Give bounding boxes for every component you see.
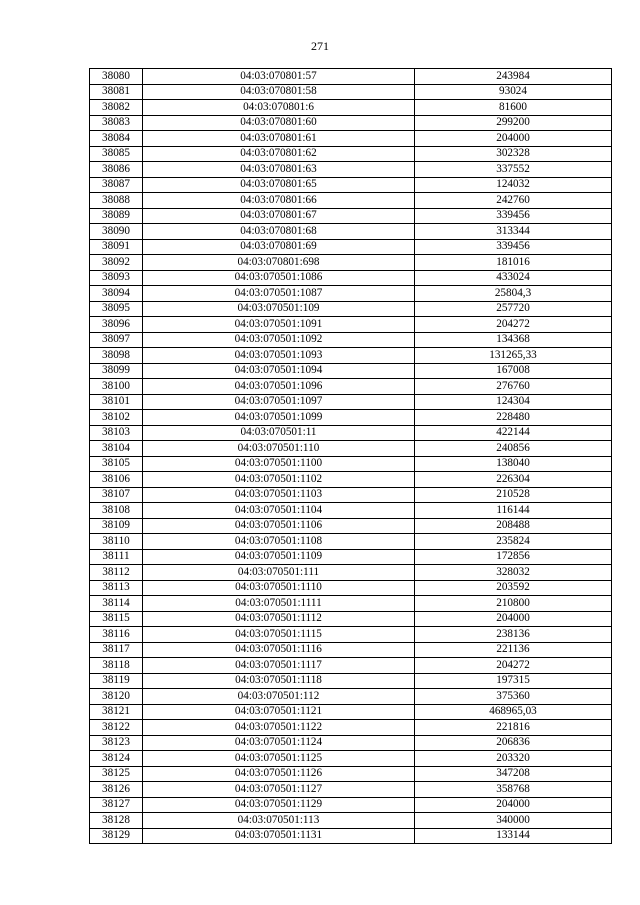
table-row xyxy=(90,317,612,333)
table-row xyxy=(90,301,612,317)
table-row xyxy=(90,518,612,534)
table-row xyxy=(90,363,612,379)
table-row xyxy=(90,472,612,488)
cadastral-number-cell: 04:03:070801:69 xyxy=(143,239,415,255)
table-row xyxy=(90,720,612,736)
table-row xyxy=(90,239,612,255)
table-row xyxy=(90,751,612,767)
value-cell: 167008 xyxy=(415,363,612,379)
value-cell: 25804,3 xyxy=(415,286,612,302)
cadastral-number-cell: 04:03:070501:1125 xyxy=(143,751,415,767)
cadastral-number-cell: 04:03:070501:1121 xyxy=(143,704,415,720)
table-row xyxy=(90,84,612,100)
value-cell: 131265,33 xyxy=(415,348,612,364)
cadastral-number-cell: 04:03:070501:112 xyxy=(143,689,415,705)
value-cell: 204272 xyxy=(415,317,612,333)
row-number-cell: 38094 xyxy=(90,286,143,302)
value-cell: 210528 xyxy=(415,487,612,503)
table-row xyxy=(90,704,612,720)
table-body xyxy=(90,69,612,844)
row-number-cell: 38101 xyxy=(90,394,143,410)
value-cell: 235824 xyxy=(415,534,612,550)
row-number-cell: 38119 xyxy=(90,673,143,689)
row-number-cell: 38088 xyxy=(90,193,143,209)
cadastral-number-cell: 04:03:070501:1109 xyxy=(143,549,415,565)
table-row xyxy=(90,534,612,550)
table-row xyxy=(90,394,612,410)
value-cell: 313344 xyxy=(415,224,612,240)
cadastral-number-cell: 04:03:070501:1104 xyxy=(143,503,415,519)
table-row xyxy=(90,658,612,674)
cadastral-number-cell: 04:03:070501:1112 xyxy=(143,611,415,627)
row-number-cell: 38111 xyxy=(90,549,143,565)
value-cell: 257720 xyxy=(415,301,612,317)
value-cell: 206836 xyxy=(415,735,612,751)
value-cell: 302328 xyxy=(415,146,612,162)
value-cell: 204000 xyxy=(415,797,612,813)
row-number-cell: 38114 xyxy=(90,596,143,612)
value-cell: 133144 xyxy=(415,828,612,844)
table-row xyxy=(90,425,612,441)
table-row xyxy=(90,503,612,519)
value-cell: 240856 xyxy=(415,441,612,457)
cadastral-number-cell: 04:03:070501:1129 xyxy=(143,797,415,813)
cadastral-number-cell: 04:03:070501:1086 xyxy=(143,270,415,286)
cadastral-number-cell: 04:03:070501:1093 xyxy=(143,348,415,364)
row-number-cell: 38093 xyxy=(90,270,143,286)
table-row xyxy=(90,348,612,364)
row-number-cell: 38118 xyxy=(90,658,143,674)
value-cell: 210800 xyxy=(415,596,612,612)
value-cell: 81600 xyxy=(415,100,612,116)
row-number-cell: 38113 xyxy=(90,580,143,596)
cadastral-number-cell: 04:03:070501:1116 xyxy=(143,642,415,658)
row-number-cell: 38087 xyxy=(90,177,143,193)
value-cell: 238136 xyxy=(415,627,612,643)
row-number-cell: 38120 xyxy=(90,689,143,705)
value-cell: 228480 xyxy=(415,410,612,426)
cadastral-number-cell: 04:03:070501:1110 xyxy=(143,580,415,596)
cadastral-number-cell: 04:03:070501:1124 xyxy=(143,735,415,751)
cadastral-number-cell: 04:03:070501:1126 xyxy=(143,766,415,782)
table-row xyxy=(90,565,612,581)
value-cell: 221136 xyxy=(415,642,612,658)
row-number-cell: 38105 xyxy=(90,456,143,472)
cadastral-number-cell: 04:03:070501:1102 xyxy=(143,472,415,488)
cadastral-number-cell: 04:03:070801:60 xyxy=(143,115,415,131)
cadastral-number-cell: 04:03:070501:11 xyxy=(143,425,415,441)
table-row xyxy=(90,596,612,612)
table-row xyxy=(90,224,612,240)
value-cell: 243984 xyxy=(415,69,612,85)
table-row xyxy=(90,642,612,658)
row-number-cell: 38081 xyxy=(90,84,143,100)
table-row xyxy=(90,828,612,844)
cadastral-number-cell: 04:03:070801:698 xyxy=(143,255,415,271)
table-row xyxy=(90,797,612,813)
cadastral-number-cell: 04:03:070501:109 xyxy=(143,301,415,317)
cadastral-number-cell: 04:03:070501:1099 xyxy=(143,410,415,426)
value-cell: 204000 xyxy=(415,611,612,627)
value-cell: 299200 xyxy=(415,115,612,131)
row-number-cell: 38129 xyxy=(90,828,143,844)
table-row xyxy=(90,441,612,457)
row-number-cell: 38091 xyxy=(90,239,143,255)
cadastral-number-cell: 04:03:070501:1127 xyxy=(143,782,415,798)
value-cell: 339456 xyxy=(415,239,612,255)
value-cell: 358768 xyxy=(415,782,612,798)
row-number-cell: 38104 xyxy=(90,441,143,457)
value-cell: 172856 xyxy=(415,549,612,565)
value-cell: 116144 xyxy=(415,503,612,519)
row-number-cell: 38126 xyxy=(90,782,143,798)
value-cell: 203592 xyxy=(415,580,612,596)
table-row xyxy=(90,332,612,348)
table-row xyxy=(90,813,612,829)
row-number-cell: 38082 xyxy=(90,100,143,116)
row-number-cell: 38110 xyxy=(90,534,143,550)
cadastral-number-cell: 04:03:070501:1092 xyxy=(143,332,415,348)
value-cell: 468965,03 xyxy=(415,704,612,720)
row-number-cell: 38080 xyxy=(90,69,143,85)
row-number-cell: 38125 xyxy=(90,766,143,782)
table-row xyxy=(90,193,612,209)
cadastral-number-cell: 04:03:070501:1091 xyxy=(143,317,415,333)
table-row xyxy=(90,69,612,85)
value-cell: 124304 xyxy=(415,394,612,410)
cadastral-number-cell: 04:03:070501:1111 xyxy=(143,596,415,612)
row-number-cell: 38102 xyxy=(90,410,143,426)
table-row xyxy=(90,162,612,178)
row-number-cell: 38090 xyxy=(90,224,143,240)
row-number-cell: 38122 xyxy=(90,720,143,736)
row-number-cell: 38108 xyxy=(90,503,143,519)
row-number-cell: 38086 xyxy=(90,162,143,178)
value-cell: 204000 xyxy=(415,131,612,147)
row-number-cell: 38128 xyxy=(90,813,143,829)
row-number-cell: 38106 xyxy=(90,472,143,488)
cadastral-number-cell: 04:03:070501:1097 xyxy=(143,394,415,410)
row-number-cell: 38098 xyxy=(90,348,143,364)
cadastral-number-cell: 04:03:070801:58 xyxy=(143,84,415,100)
cadastral-number-cell: 04:03:070501:1115 xyxy=(143,627,415,643)
value-cell: 347208 xyxy=(415,766,612,782)
cadastral-number-cell: 04:03:070801:6 xyxy=(143,100,415,116)
row-number-cell: 38103 xyxy=(90,425,143,441)
table-row xyxy=(90,177,612,193)
value-cell: 93024 xyxy=(415,84,612,100)
value-cell: 181016 xyxy=(415,255,612,271)
cadastral-number-cell: 04:03:070801:66 xyxy=(143,193,415,209)
table-row xyxy=(90,766,612,782)
row-number-cell: 38089 xyxy=(90,208,143,224)
page-number: 271 xyxy=(311,39,329,53)
value-cell: 328032 xyxy=(415,565,612,581)
value-cell: 221816 xyxy=(415,720,612,736)
value-cell: 339456 xyxy=(415,208,612,224)
cadastral-number-cell: 04:03:070501:1118 xyxy=(143,673,415,689)
row-number-cell: 38099 xyxy=(90,363,143,379)
row-number-cell: 38124 xyxy=(90,751,143,767)
cadastral-number-cell: 04:03:070501:1096 xyxy=(143,379,415,395)
value-cell: 340000 xyxy=(415,813,612,829)
value-cell: 375360 xyxy=(415,689,612,705)
cadastral-number-cell: 04:03:070501:1100 xyxy=(143,456,415,472)
table-row xyxy=(90,286,612,302)
cadastral-number-cell: 04:03:070501:113 xyxy=(143,813,415,829)
cadastral-number-cell: 04:03:070501:1122 xyxy=(143,720,415,736)
table-row xyxy=(90,456,612,472)
table-row xyxy=(90,611,612,627)
row-number-cell: 38116 xyxy=(90,627,143,643)
row-number-cell: 38109 xyxy=(90,518,143,534)
value-cell: 197315 xyxy=(415,673,612,689)
cadastral-number-cell: 04:03:070501:111 xyxy=(143,565,415,581)
cadastral-number-cell: 04:03:070501:1087 xyxy=(143,286,415,302)
row-number-cell: 38107 xyxy=(90,487,143,503)
row-number-cell: 38115 xyxy=(90,611,143,627)
value-cell: 124032 xyxy=(415,177,612,193)
cadastral-number-cell: 04:03:070801:68 xyxy=(143,224,415,240)
cadastral-number-cell: 04:03:070501:1108 xyxy=(143,534,415,550)
row-number-cell: 38117 xyxy=(90,642,143,658)
value-cell: 276760 xyxy=(415,379,612,395)
cadastral-number-cell: 04:03:070801:61 xyxy=(143,131,415,147)
value-cell: 203320 xyxy=(415,751,612,767)
cadastral-number-cell: 04:03:070801:63 xyxy=(143,162,415,178)
row-number-cell: 38095 xyxy=(90,301,143,317)
row-number-cell: 38097 xyxy=(90,332,143,348)
table-row xyxy=(90,100,612,116)
row-number-cell: 38083 xyxy=(90,115,143,131)
value-cell: 242760 xyxy=(415,193,612,209)
table-row xyxy=(90,115,612,131)
value-cell: 422144 xyxy=(415,425,612,441)
cadastral-number-cell: 04:03:070801:65 xyxy=(143,177,415,193)
cadastral-number-cell: 04:03:070801:67 xyxy=(143,208,415,224)
row-number-cell: 38092 xyxy=(90,255,143,271)
table-row xyxy=(90,689,612,705)
table-row xyxy=(90,410,612,426)
table-row xyxy=(90,131,612,147)
value-cell: 226304 xyxy=(415,472,612,488)
table-row xyxy=(90,270,612,286)
value-cell: 337552 xyxy=(415,162,612,178)
cadastral-number-cell: 04:03:070501:1106 xyxy=(143,518,415,534)
value-cell: 134368 xyxy=(415,332,612,348)
table-row xyxy=(90,379,612,395)
table-row xyxy=(90,255,612,271)
value-cell: 138040 xyxy=(415,456,612,472)
table-row xyxy=(90,782,612,798)
value-cell: 204272 xyxy=(415,658,612,674)
row-number-cell: 38084 xyxy=(90,131,143,147)
data-table xyxy=(89,68,612,844)
value-cell: 208488 xyxy=(415,518,612,534)
table-row xyxy=(90,627,612,643)
table-row xyxy=(90,580,612,596)
value-cell: 433024 xyxy=(415,270,612,286)
table-row xyxy=(90,549,612,565)
row-number-cell: 38123 xyxy=(90,735,143,751)
table-row xyxy=(90,487,612,503)
cadastral-number-cell: 04:03:070501:110 xyxy=(143,441,415,457)
cadastral-number-cell: 04:03:070801:62 xyxy=(143,146,415,162)
cadastral-number-cell: 04:03:070501:1117 xyxy=(143,658,415,674)
cadastral-number-cell: 04:03:070501:1103 xyxy=(143,487,415,503)
row-number-cell: 38096 xyxy=(90,317,143,333)
cadastral-number-cell: 04:03:070501:1131 xyxy=(143,828,415,844)
row-number-cell: 38127 xyxy=(90,797,143,813)
cadastral-number-cell: 04:03:070501:1094 xyxy=(143,363,415,379)
cadastral-number-cell: 04:03:070801:57 xyxy=(143,69,415,85)
row-number-cell: 38121 xyxy=(90,704,143,720)
row-number-cell: 38112 xyxy=(90,565,143,581)
table-row xyxy=(90,146,612,162)
table-row xyxy=(90,208,612,224)
table-row xyxy=(90,735,612,751)
row-number-cell: 38100 xyxy=(90,379,143,395)
table-row xyxy=(90,673,612,689)
row-number-cell: 38085 xyxy=(90,146,143,162)
